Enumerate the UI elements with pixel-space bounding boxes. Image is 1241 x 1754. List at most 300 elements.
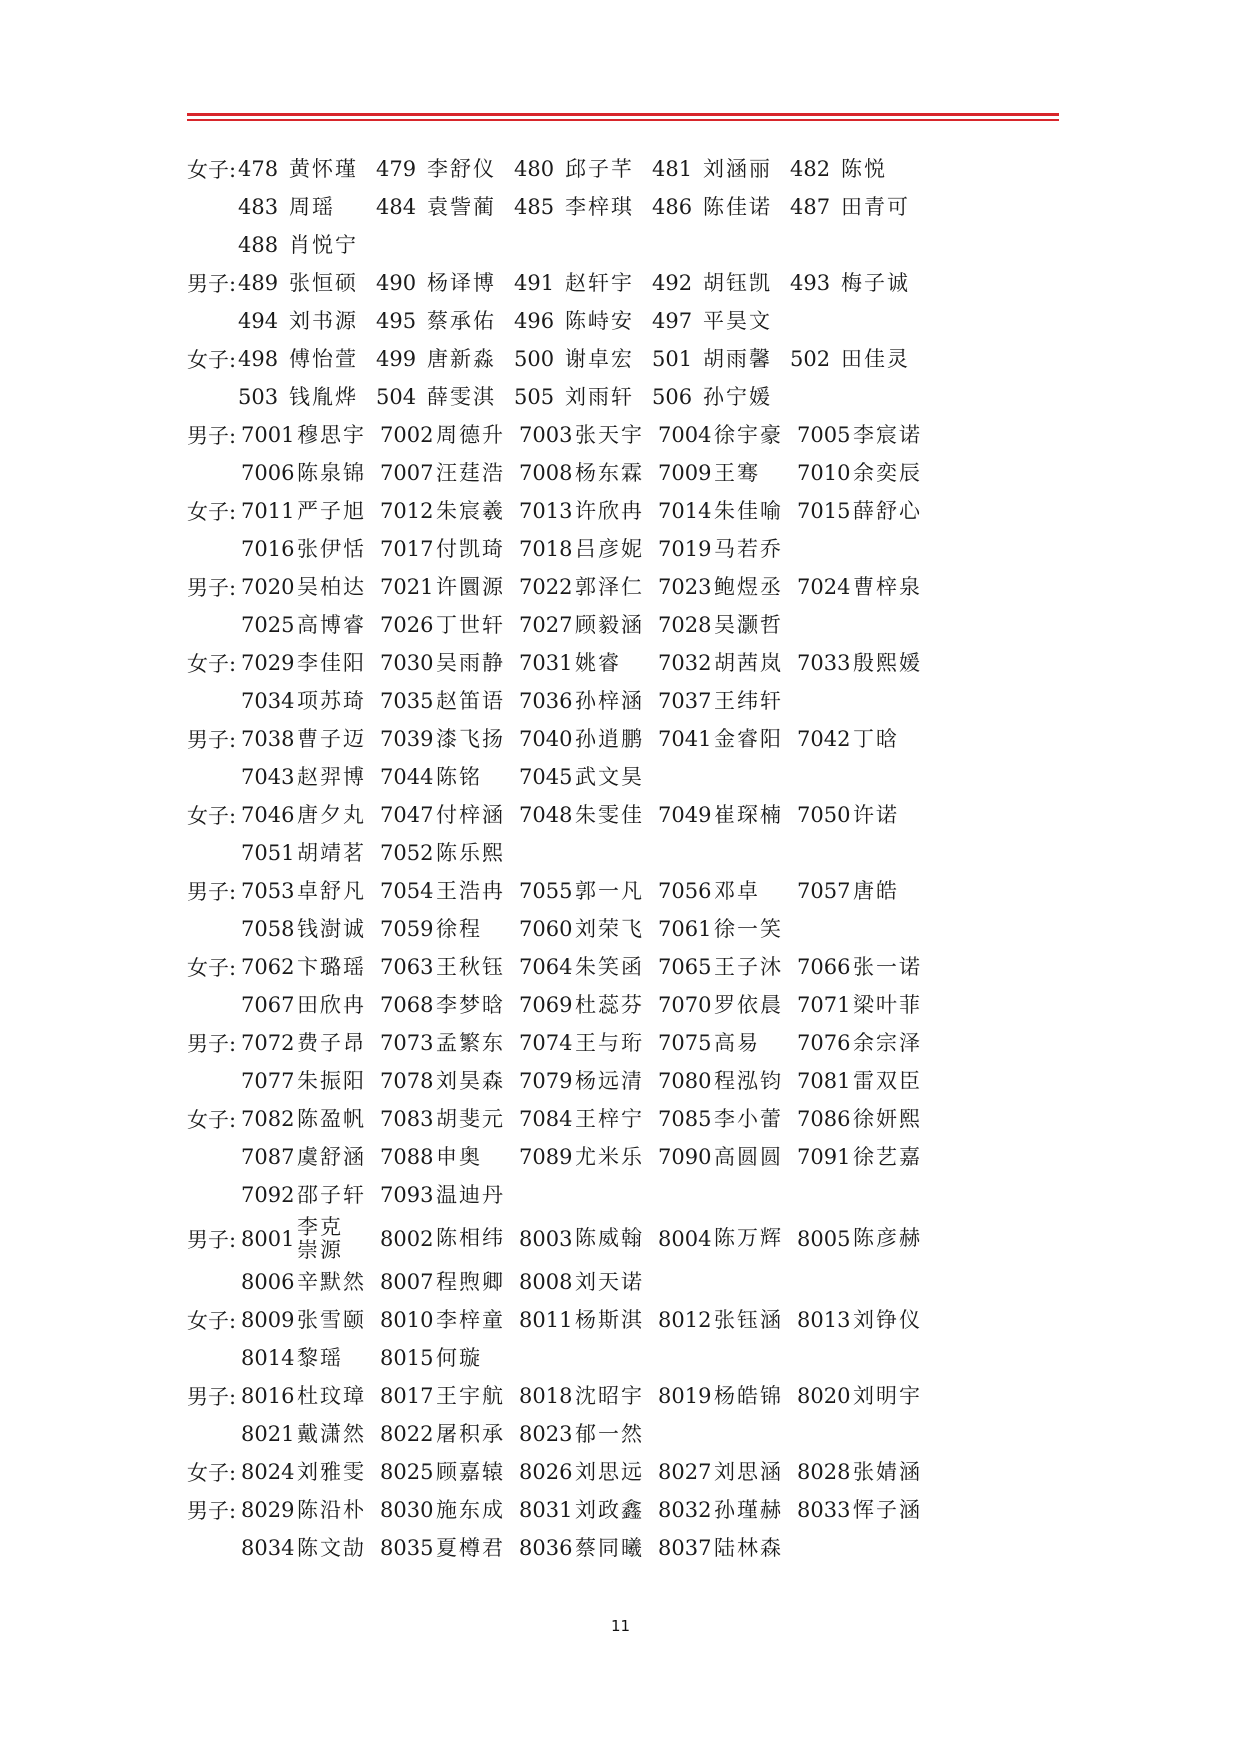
gender-label: 男子: [187,1499,237,1523]
entry-name: 孟繁东 [436,1030,505,1055]
entry-number: 7063 [380,955,434,979]
entry-name: 胡茜岚 [714,650,783,675]
entry-number: 8016 [241,1384,295,1408]
entry-number: 490 [376,271,417,295]
entry-number: 7092 [241,1183,295,1207]
entry-name: 刘明宇 [853,1383,922,1408]
entry-number: 7003 [519,423,573,447]
entry-number: 7078 [380,1069,434,1093]
entry-number: 7015 [797,499,851,523]
entry-name: 赵笛语 [436,688,505,713]
entry-number: 8008 [519,1270,573,1294]
entry-number: 495 [376,309,417,333]
entry-name: 王与珩 [575,1030,644,1055]
roster-list [187,150,1067,1567]
entry-number: 8024 [241,1460,295,1484]
entry-name: 孙梓涵 [575,688,644,713]
roster-row [187,1062,1067,1100]
entry-number: 8036 [519,1536,573,1560]
entry-name: 胡雨馨 [703,346,772,371]
entry-number: 8023 [519,1422,573,1446]
entry-number: 8037 [658,1536,712,1560]
entry-name: 陈彦赫 [853,1226,922,1250]
entry-name: 高博睿 [297,612,366,637]
entry-number: 7043 [241,765,295,789]
entry-name: 武文昊 [575,764,644,789]
entry-number: 7054 [380,879,434,903]
entry-name: 刘涵丽 [703,156,772,181]
entry-name: 王子沐 [714,954,783,979]
entry-number: 8017 [380,1384,434,1408]
roster-row [187,226,1067,264]
entry-name: 谢卓宏 [565,346,634,371]
entry-name: 陈泉锦 [297,460,366,485]
entry-number: 8018 [519,1384,573,1408]
entry-name: 顾嘉辕 [436,1459,505,1484]
entry-number: 8031 [519,1498,573,1522]
entry-name: 孙逍鹏 [575,726,644,751]
roster-row [187,834,1067,872]
entry-number: 7023 [658,575,712,599]
entry-number: 7089 [519,1145,573,1169]
roster-row [187,378,1067,416]
entry-name: 张一诺 [853,954,922,979]
entry-number: 7028 [658,613,712,637]
entry-name: 陈铭 [436,764,482,789]
entry-number: 494 [238,309,279,333]
entry-number: 7059 [380,917,434,941]
entry-number: 7079 [519,1069,573,1093]
entry-name: 许圜源 [436,574,505,599]
entry-number: 8005 [797,1226,851,1251]
entry-name: 王梓宁 [575,1106,644,1131]
entry-name: 刘荣飞 [575,916,644,941]
entry-number: 8019 [658,1384,712,1408]
entry-name: 孙瑾赫 [714,1497,783,1522]
entry-number: 488 [238,233,279,257]
entry-number: 478 [238,157,279,181]
entry-name: 陈万辉 [714,1226,783,1250]
gender-label: 女子: [187,500,237,524]
entry-name: 胡靖茗 [297,840,366,865]
entry-name: 戴潇然 [297,1421,366,1446]
roster-row [187,188,1067,226]
entry-number: 7038 [241,727,295,751]
entry-number: 7070 [658,993,712,1017]
header-rule-thin [187,119,1059,121]
entry-name: 徐艺嘉 [853,1144,922,1169]
entry-number: 485 [514,195,555,219]
entry-name: 陈沿朴 [297,1497,366,1522]
roster-row [187,872,1067,910]
page-number: 11 [610,1617,631,1635]
entry-number: 7024 [797,575,851,599]
gender-label: 女子: [187,1108,237,1132]
entry-number: 7037 [658,689,712,713]
entry-name: 郭一凡 [575,878,644,903]
entry-number: 501 [652,347,693,371]
entry-name: 周瑶 [289,194,335,219]
entry-number: 8030 [380,1498,434,1522]
entry-name: 杜蕊芬 [575,992,644,1017]
entry-number: 8026 [519,1460,573,1484]
entry-name: 赵轩宇 [565,270,634,295]
roster-row [187,1024,1067,1062]
entry-name: 丁世轩 [436,612,505,637]
entry-number: 7040 [519,727,573,751]
entry-name: 杨远清 [575,1068,644,1093]
entry-number: 8006 [241,1270,295,1294]
entry-number: 7087 [241,1145,295,1169]
entry-number: 8034 [241,1536,295,1560]
entry-number: 7005 [797,423,851,447]
entry-number: 7046 [241,803,295,827]
entry-name: 陈威翰 [575,1226,644,1250]
entry-name: 周德升 [436,422,505,447]
entry-number: 493 [790,271,831,295]
entry-name: 辛默然 [297,1269,366,1294]
entry-name: 李梓童 [436,1307,505,1332]
entry-number: 7002 [380,423,434,447]
entry-name: 李宸诺 [853,422,922,447]
entry-name: 吴灏哲 [714,612,783,637]
entry-number: 506 [652,385,693,409]
entry-name: 刘昊森 [436,1068,505,1093]
entry-name: 李舒仪 [427,156,496,181]
entry-name: 黄怀瑾 [289,156,358,181]
entry-name: 罗依晨 [714,992,783,1017]
entry-name: 穆思宇 [297,422,366,447]
entry-name: 曹子迈 [297,726,366,751]
entry-name: 赵羿博 [297,764,366,789]
entry-name: 朱雯佳 [575,802,644,827]
roster-row [187,758,1067,796]
entry-name: 李克崇源 [297,1214,343,1262]
entry-name: 黎瑶 [297,1345,343,1370]
roster-row [187,644,1067,682]
entry-number: 491 [514,271,555,295]
entry-number: 7012 [380,499,434,523]
roster-row [187,1377,1067,1415]
entry-number: 487 [790,195,831,219]
roster-row [187,492,1067,530]
entry-number: 7088 [380,1145,434,1169]
gender-label: 女子: [187,652,237,676]
roster-row [187,1415,1067,1453]
gender-label: 女子: [187,158,237,182]
roster-row [187,530,1067,568]
entry-number: 7050 [797,803,851,827]
entry-number: 7069 [519,993,573,1017]
entry-number: 8007 [380,1270,434,1294]
entry-name: 项苏琦 [297,688,366,713]
entry-name: 尤米乐 [575,1144,644,1169]
entry-name: 王浩冉 [436,878,505,903]
entry-name: 薛雯淇 [427,384,496,409]
entry-number: 7010 [797,461,851,485]
roster-row [187,302,1067,340]
entry-name: 唐夕丸 [297,802,366,827]
entry-name: 许诺 [853,802,899,827]
entry-number: 7019 [658,537,712,561]
entry-number: 8032 [658,1498,712,1522]
entry-number: 479 [376,157,417,181]
entry-number: 7064 [519,955,573,979]
roster-row [187,150,1067,188]
entry-number: 7051 [241,841,295,865]
entry-number: 7084 [519,1107,573,1131]
entry-name: 田佳灵 [841,346,910,371]
entry-name: 郭泽仁 [575,574,644,599]
entry-number: 7016 [241,537,295,561]
entry-number: 7014 [658,499,712,523]
entry-name: 陈峙安 [565,308,634,333]
entry-number: 7053 [241,879,295,903]
entry-name: 薛舒心 [853,498,922,523]
entry-number: 7086 [797,1107,851,1131]
entry-name: 杨译博 [427,270,496,295]
entry-number: 7080 [658,1069,712,1093]
entry-number: 500 [514,347,555,371]
roster-row [187,416,1067,454]
entry-name: 屠积承 [436,1421,505,1446]
entry-number: 7035 [380,689,434,713]
entry-number: 7026 [380,613,434,637]
entry-name: 刘雅雯 [297,1459,366,1484]
entry-number: 8028 [797,1460,851,1484]
roster-row [187,720,1067,758]
entry-number: 8004 [658,1226,712,1251]
entry-number: 8020 [797,1384,851,1408]
entry-number: 7013 [519,499,573,523]
entry-number: 7036 [519,689,573,713]
entry-name: 蔡同曦 [575,1535,644,1560]
entry-name: 李小蕾 [714,1106,783,1131]
gender-label: 男子: [187,1032,237,1056]
entry-name: 申奥 [436,1144,482,1169]
roster-row [187,1453,1067,1491]
gender-label: 女子: [187,1461,237,1485]
entry-number: 484 [376,195,417,219]
entry-name: 程泓钧 [714,1068,783,1093]
entry-name: 胡斐元 [436,1106,505,1131]
entry-name: 刘政鑫 [575,1497,644,1522]
entry-name: 杜玟璋 [297,1383,366,1408]
entry-number: 7082 [241,1107,295,1131]
entry-number: 492 [652,271,693,295]
entry-name: 陈相纬 [436,1226,505,1250]
roster-row [187,1263,1067,1301]
entry-number: 7029 [241,651,295,675]
entry-name: 邱子芊 [565,156,634,181]
entry-name: 吴雨静 [436,650,505,675]
entry-number: 8014 [241,1346,295,1370]
roster-row [187,1301,1067,1339]
entry-number: 7027 [519,613,573,637]
entry-number: 7006 [241,461,295,485]
entry-number: 7055 [519,879,573,903]
gender-label: 女子: [187,804,237,828]
gender-label: 女子: [187,956,237,980]
entry-name: 刘天诺 [575,1269,644,1294]
entry-name: 马若乔 [714,536,783,561]
entry-number: 8025 [380,1460,434,1484]
roster-row [187,1529,1067,1567]
entry-number: 504 [376,385,417,409]
entry-name: 恽子涵 [853,1497,922,1522]
entry-number: 7021 [380,575,434,599]
entry-name: 金睿阳 [714,726,783,751]
entry-number: 7058 [241,917,295,941]
entry-number: 7039 [380,727,434,751]
entry-name: 付梓涵 [436,802,505,827]
entry-number: 8015 [380,1346,434,1370]
entry-name: 陈盈帆 [297,1106,366,1131]
entry-name: 高圆圆 [714,1144,783,1169]
gender-label: 女子: [187,348,237,372]
entry-number: 7018 [519,537,573,561]
entry-number: 7031 [519,651,573,675]
entry-number: 481 [652,157,693,181]
entry-number: 7009 [658,461,712,485]
entry-number: 8035 [380,1536,434,1560]
entry-number: 7073 [380,1031,434,1055]
entry-name: 张婧涵 [853,1459,922,1484]
roster-row [187,986,1067,1024]
entry-name: 许欣冉 [575,498,644,523]
entry-number: 7042 [797,727,851,751]
entry-name: 沈昭宇 [575,1383,644,1408]
gender-label: 男子: [187,880,237,904]
entry-name: 张钰涵 [714,1307,783,1332]
entry-name: 徐程 [436,916,482,941]
entry-name: 余奕辰 [853,460,922,485]
gender-label: 男子: [187,576,237,600]
entry-number: 7062 [241,955,295,979]
entry-name: 蔡承佑 [427,308,496,333]
entry-name: 吴柏达 [297,574,366,599]
entry-name: 钱胤烨 [289,384,358,409]
entry-name: 李梦晗 [436,992,505,1017]
entry-name: 朱佳喻 [714,498,783,523]
entry-name: 顾毅涵 [575,612,644,637]
entry-name: 虞舒涵 [297,1144,366,1169]
entry-number: 7001 [241,423,295,447]
entry-name: 施东成 [436,1497,505,1522]
entry-number: 8003 [519,1226,573,1251]
roster-row [187,1176,1067,1214]
roster-row [187,606,1067,644]
entry-number: 7081 [797,1069,851,1093]
entry-number: 8029 [241,1498,295,1522]
entry-number: 7068 [380,993,434,1017]
entry-number: 7091 [797,1145,851,1169]
entry-number: 7076 [797,1031,851,1055]
entry-name: 傅怡萱 [289,346,358,371]
entry-number: 505 [514,385,555,409]
entry-name: 朱振阳 [297,1068,366,1093]
entry-number: 7060 [519,917,573,941]
entry-name: 孙宁媛 [703,384,772,409]
entry-number: 7052 [380,841,434,865]
entry-name: 卓舒凡 [297,878,366,903]
entry-number: 499 [376,347,417,371]
entry-number: 7049 [658,803,712,827]
entry-name: 何璇 [436,1345,482,1370]
entry-number: 7083 [380,1107,434,1131]
entry-number: 7056 [658,879,712,903]
entry-name: 徐妍熙 [853,1106,922,1131]
entry-number: 8011 [519,1308,573,1332]
entry-number: 7067 [241,993,295,1017]
entry-name: 杨东霖 [575,460,644,485]
entry-name: 严子旭 [297,498,366,523]
entry-number: 7030 [380,651,434,675]
entry-number: 7057 [797,879,851,903]
entry-name: 刘思涵 [714,1459,783,1484]
entry-number: 7008 [519,461,573,485]
entry-name: 姚睿 [575,650,621,675]
entry-number: 7007 [380,461,434,485]
gender-label: 男子: [187,1227,237,1252]
entry-name: 刘书源 [289,308,358,333]
entry-number: 7025 [241,613,295,637]
entry-name: 梅子诚 [841,270,910,295]
entry-name: 朱宸羲 [436,498,505,523]
entry-number: 7045 [519,765,573,789]
entry-number: 7074 [519,1031,573,1055]
entry-name: 袁訾蔺 [427,194,496,219]
entry-name: 王骞 [714,460,760,485]
roster-row [187,948,1067,986]
entry-name: 唐皓 [853,878,899,903]
entry-name: 梁叶菲 [853,992,922,1017]
entry-name: 张伊恬 [297,536,366,561]
gender-label: 男子: [187,424,237,448]
entry-name: 丁晗 [853,726,899,751]
entry-name: 刘雨轩 [565,384,634,409]
entry-number: 480 [514,157,555,181]
entry-number: 7020 [241,575,295,599]
roster-row [187,1138,1067,1176]
gender-label: 男子: [187,1385,237,1409]
entry-name: 陈悦 [841,156,887,181]
entry-name: 平昊文 [703,308,772,333]
entry-number: 8002 [380,1226,434,1251]
roster-row [187,796,1067,834]
entry-number: 503 [238,385,279,409]
entry-name: 崔琛楠 [714,802,783,827]
entry-name: 钱澍诚 [297,916,366,941]
entry-name: 胡钰凯 [703,270,772,295]
entry-name: 邵子轩 [297,1182,366,1207]
entry-name: 徐宇豪 [714,422,783,447]
entry-number: 7066 [797,955,851,979]
roster-row [187,264,1067,302]
entry-number: 489 [238,271,279,295]
entry-number: 7034 [241,689,295,713]
gender-label: 男子: [187,728,237,752]
entry-number: 7085 [658,1107,712,1131]
entry-number: 7011 [241,499,295,523]
entry-number: 502 [790,347,831,371]
entry-name: 曹梓泉 [853,574,922,599]
entry-number: 7061 [658,917,712,941]
entry-name: 田青可 [841,194,910,219]
entry-number: 8012 [658,1308,712,1332]
roster-row [187,1214,1067,1263]
entry-number: 7022 [519,575,573,599]
